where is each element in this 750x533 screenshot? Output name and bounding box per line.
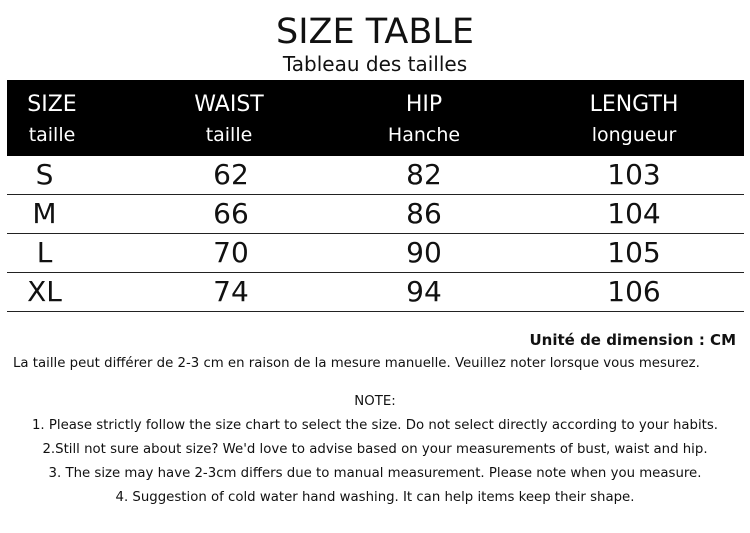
note-item: 2.Still not sure about size? We'd love to advise based on your measurements of bust, waist and hip. <box>42 442 708 457</box>
notes-section <box>0 390 750 510</box>
table-row <box>7 234 744 273</box>
note-item: 4. Suggestion of cold water hand washing. It can help items keep their shape. <box>115 490 635 505</box>
table-row <box>7 195 744 234</box>
waist-cell: 74 <box>213 275 249 308</box>
size-table-header <box>7 80 744 156</box>
hip-cell: 94 <box>406 275 442 308</box>
size-table-body <box>7 156 744 312</box>
column-header-sublabel: Hanche <box>387 124 461 146</box>
column-header-label: LENGTH <box>589 92 679 117</box>
length-cell: 106 <box>607 275 661 308</box>
page-title: SIZE TABLE <box>276 12 474 52</box>
notes-heading: NOTE: <box>354 394 396 409</box>
table-row <box>7 273 744 312</box>
size-cell: S <box>35 158 54 191</box>
size-cell: L <box>36 236 53 269</box>
length-cell: 103 <box>607 158 661 191</box>
column-header-label: SIZE <box>27 92 77 117</box>
column-header-sublabel: taille <box>28 124 76 146</box>
hip-cell: 82 <box>406 158 442 191</box>
hip-cell: 90 <box>406 236 442 269</box>
column-header-sublabel: taille <box>205 124 253 146</box>
page-subtitle: Tableau des tailles <box>282 52 468 76</box>
measurement-disclaimer: La taille peut différer de 2-3 cm en raison de la mesure manuelle. Veuillez noter lorsque vous mesurez. <box>13 356 700 371</box>
hip-cell: 86 <box>406 197 442 230</box>
column-header-label: WAIST <box>194 92 264 117</box>
waist-cell: 66 <box>213 197 249 230</box>
column-header-sublabel: longueur <box>591 124 677 146</box>
size-cell: M <box>32 197 57 230</box>
waist-cell: 62 <box>213 158 249 191</box>
size-cell: XL <box>27 275 62 308</box>
length-cell: 105 <box>607 236 661 269</box>
table-row <box>7 156 744 195</box>
note-item: 3. The size may have 2-3cm differs due to manual measurement. Please note when you measure. <box>48 466 702 481</box>
length-cell: 104 <box>607 197 661 230</box>
unit-note: Unité de dimension : CM <box>529 331 736 349</box>
note-item: 1. Please strictly follow the size chart to select the size. Do not select directly according to your habits. <box>31 418 719 433</box>
column-header-label: HIP <box>405 92 443 117</box>
waist-cell: 70 <box>213 236 249 269</box>
